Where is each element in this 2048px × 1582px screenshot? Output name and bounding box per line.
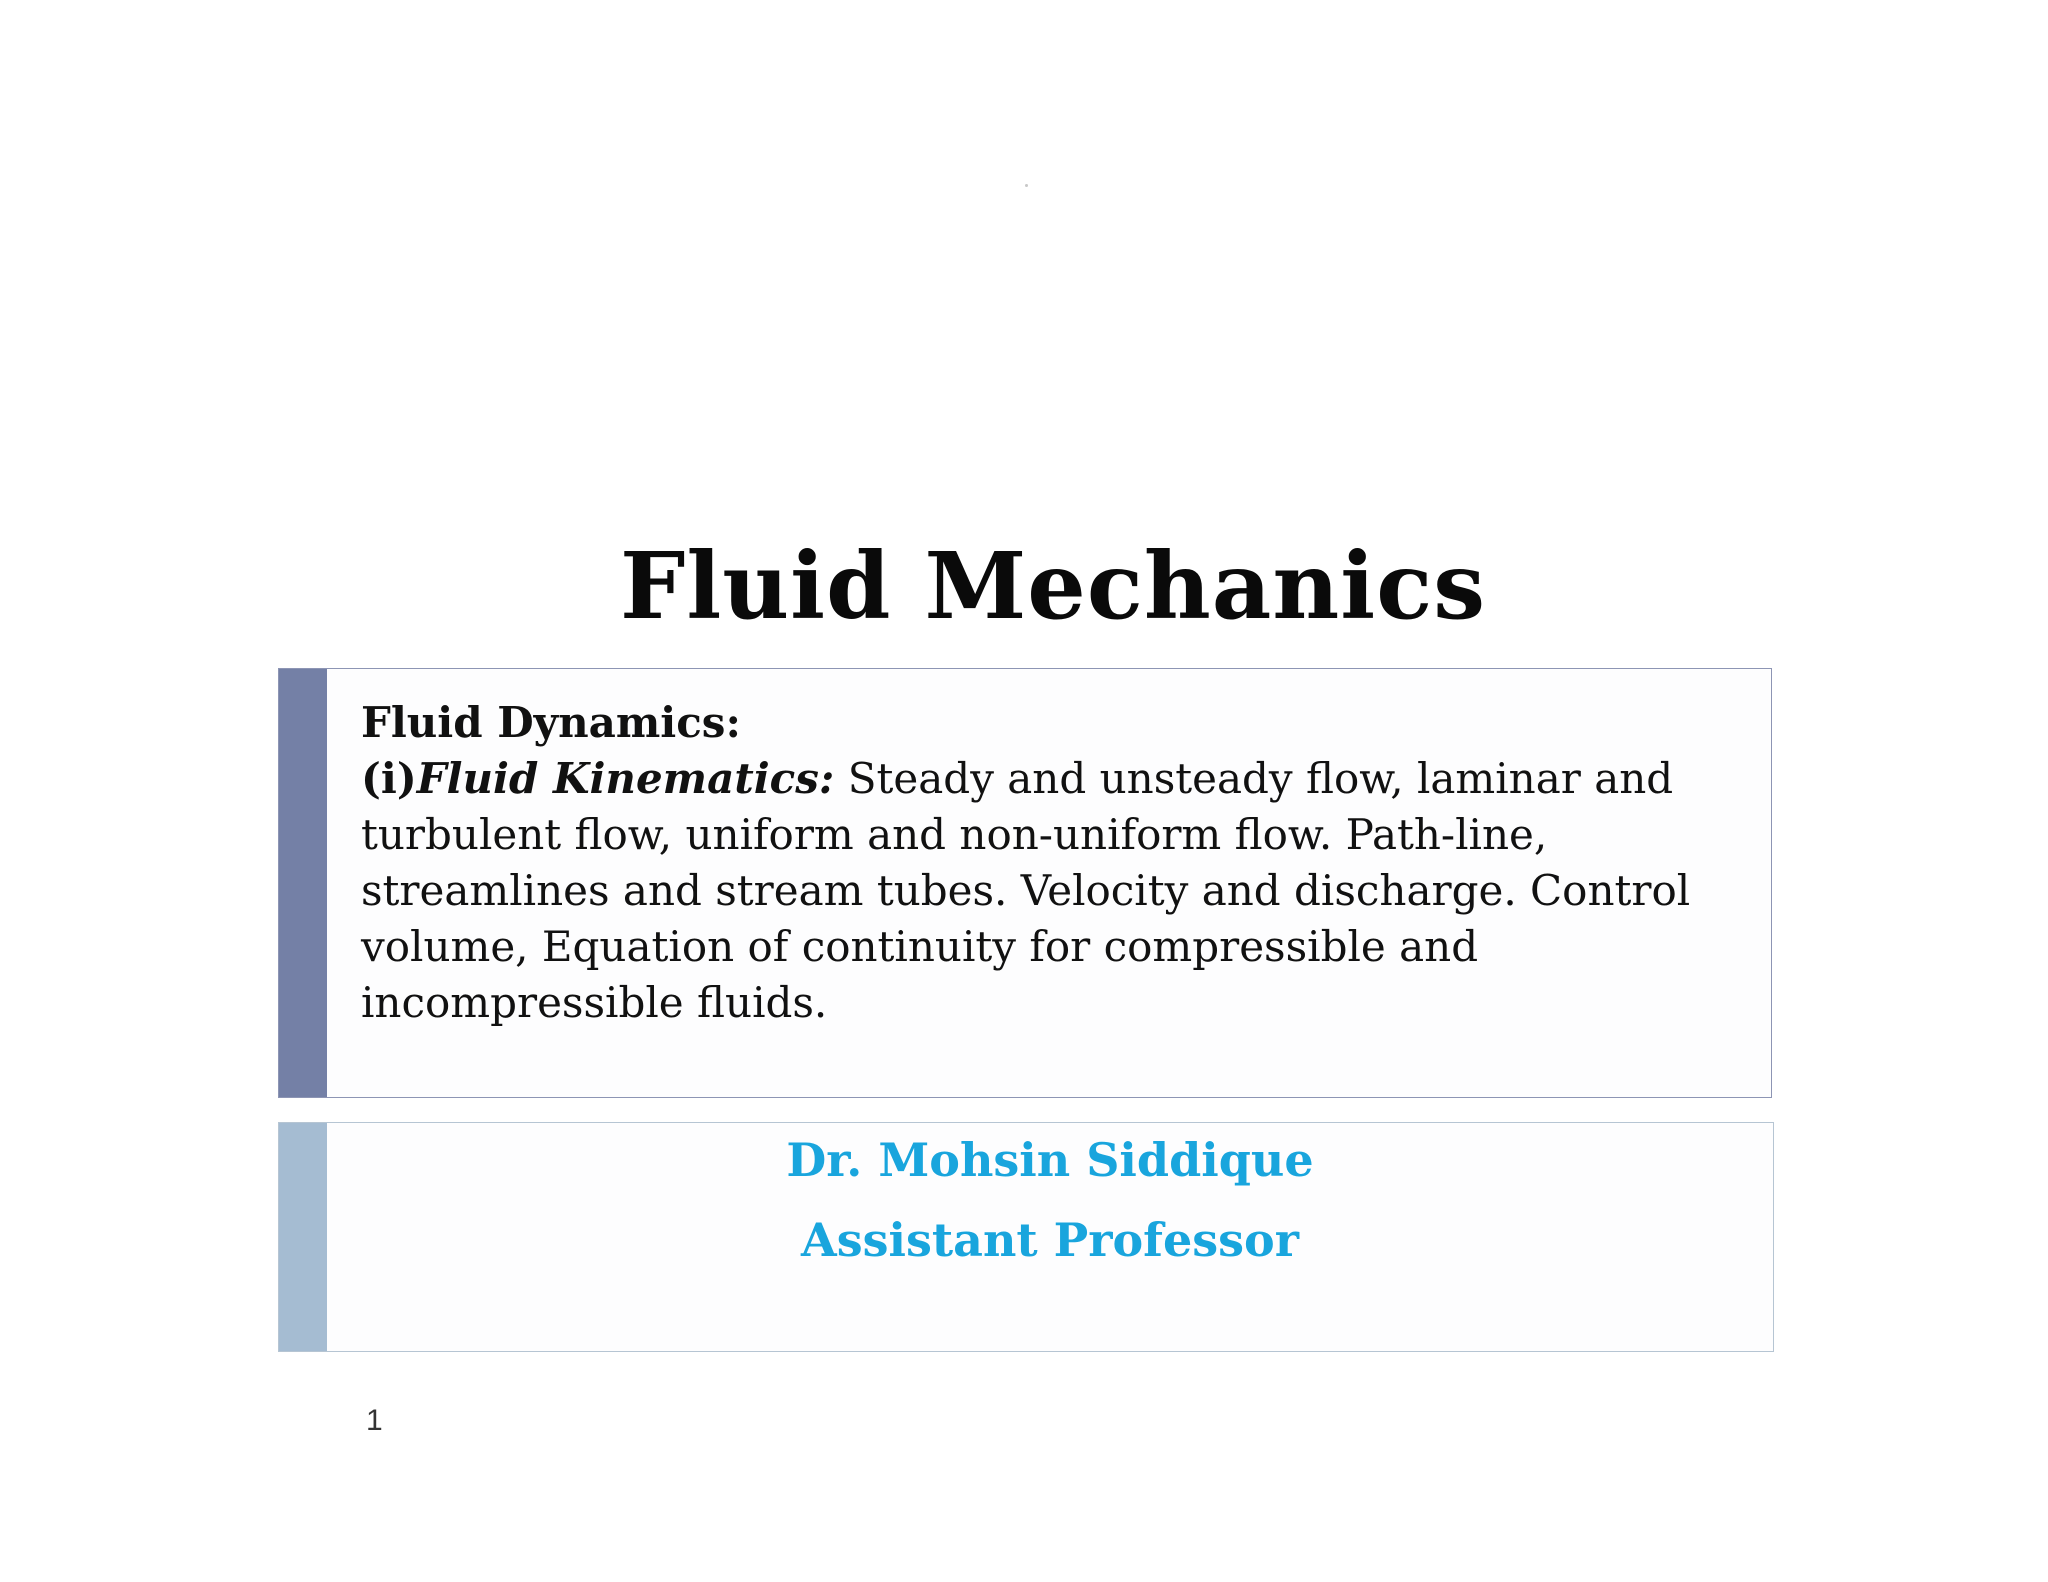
slide-title: Fluid Mechanics	[620, 532, 1486, 640]
page-number: 1	[366, 1404, 383, 1437]
author-accent-bar	[279, 1123, 327, 1351]
item-description: Steady and unsteady flow, laminar and turbulent flow, uniform and non-uniform flow. Path-line, streamlines and stream tubes. Velocity and discharge. Control volume, Equation of continuity for compressible and incompressible fluids.	[361, 754, 1691, 1027]
content-text	[361, 695, 1761, 1031]
decorative-dot	[1025, 184, 1028, 187]
item-number: (i)	[361, 754, 417, 803]
section-heading: Fluid Dynamics:	[361, 698, 741, 747]
author-role: Assistant Professor	[801, 1213, 1299, 1267]
topic-paragraph	[361, 751, 1761, 1031]
author-name: Dr. Mohsin Siddique	[786, 1133, 1314, 1187]
content-accent-bar	[279, 669, 327, 1097]
author-box	[278, 1122, 1774, 1352]
content-box	[278, 668, 1772, 1098]
item-term: Fluid Kinematics:	[416, 754, 835, 803]
